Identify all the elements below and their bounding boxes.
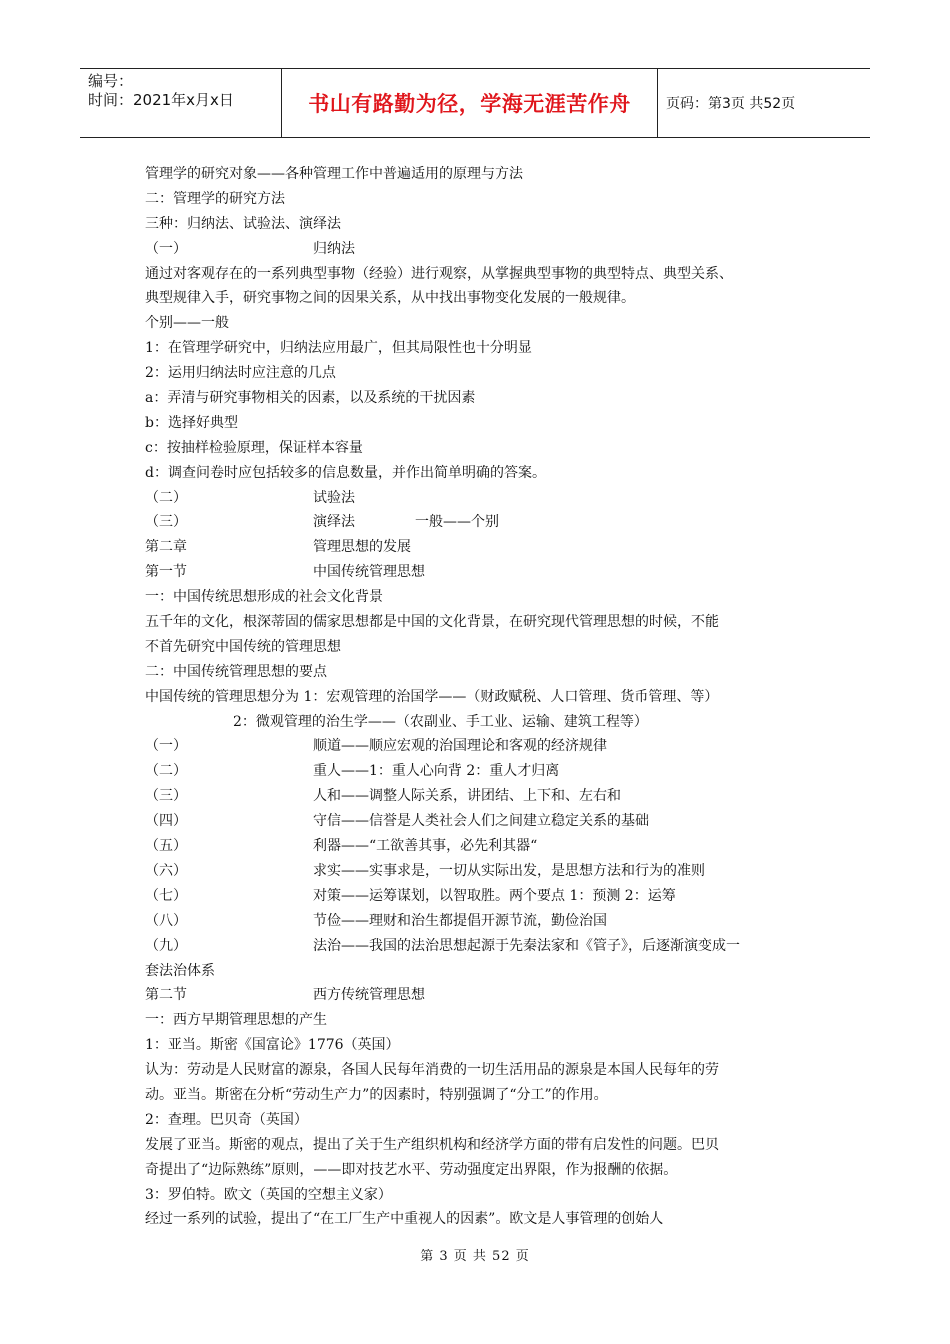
line-text: 认为：劳动是人民财富的源泉，各国人民每年消费的一切生活用品的源泉是本国人民每年的劳 (145, 1062, 719, 1079)
text-line (145, 610, 815, 635)
page-header (80, 68, 870, 138)
line-text: （七） (145, 887, 187, 904)
header-page-info: 页码：第3页 共52页 (666, 96, 796, 112)
text-line (145, 934, 815, 959)
line-heading-text: 顺道——顺应宏观的治国理论和客观的经济规律 (313, 738, 607, 755)
line-text: （一） (145, 738, 187, 755)
line-heading-text: 人和——调整人际关系，讲团结、上下和、左右和 (313, 788, 621, 805)
line-heading-text: 求实——实事求是，一切从实际出发，是思想方法和行为的准则 (313, 862, 705, 879)
line-text: 套法治体系 (145, 962, 215, 979)
text-line (145, 784, 815, 809)
text-line (145, 635, 815, 660)
line-text: （二） (145, 489, 187, 506)
line-text: 五千年的文化，根深蒂固的儒家思想都是中国的文化背景，在研究现代管理思想的时候，不能 (145, 614, 719, 631)
text-line (145, 809, 815, 834)
text-line (145, 212, 815, 237)
text-line (145, 1207, 815, 1232)
line-text: （二） (145, 763, 187, 780)
text-line (145, 710, 815, 735)
text-line (145, 311, 815, 336)
text-line (145, 1008, 815, 1033)
text-line (145, 1033, 815, 1058)
line-text: 通过对客观存在的一系列典型事物（经验）进行观察，从掌握典型事物的典型特点、典型关系、 (145, 265, 733, 282)
line-text: 发展了亚当。斯密的观点，提出了关于生产组织机构和经济学方面的带有启发性的问题。巴贝 (145, 1136, 719, 1153)
line-text: 一：中国传统思想形成的社会文化背景 (145, 589, 383, 606)
text-line (145, 909, 815, 934)
text-line (145, 1133, 815, 1158)
line-text: 2：微观管理的治生学——（农副业、手工业、运输、建筑工程等） (233, 713, 648, 730)
line-text: 奇提出了“边际熟练”原则，——即对技艺水平、劳动强度定出界限，作为报酬的依据。 (145, 1161, 678, 1178)
text-line (145, 187, 815, 212)
document-body (145, 162, 815, 1232)
line-text: 第二章 (145, 539, 187, 556)
line-text: 典型规律入手，研究事物之间的因果关系，从中找出事物变化发展的一般规律。 (145, 290, 635, 307)
text-line (145, 884, 815, 909)
line-text: （八） (145, 912, 187, 929)
text-line (145, 286, 815, 311)
text-line (145, 560, 815, 585)
line-heading-text: 利器——“工欲善其事，必先利其器“ (313, 838, 538, 855)
line-text: 3：罗伯特。欧文（英国的空想主义家） (145, 1186, 392, 1203)
text-line (145, 959, 815, 984)
line-text: a：弄清与研究事物相关的因素，以及系统的干扰因素 (145, 390, 476, 407)
text-line (145, 759, 815, 784)
text-line (145, 1158, 815, 1183)
text-line (145, 734, 815, 759)
line-text: b：选择好典型 (145, 414, 238, 431)
text-line (145, 660, 815, 685)
line-text: 中国传统的管理思想分为 1：宏观管理的治国学——（财政赋税、人口管理、货币管理、等） (145, 688, 719, 705)
text-line (145, 685, 815, 710)
header-meta (80, 69, 282, 137)
line-heading-text: 归纳法 (313, 240, 355, 257)
line-text: 2：查理。巴贝奇（英国） (145, 1111, 308, 1128)
document-date: 时间：2021年x月x日 (88, 91, 234, 109)
text-line (145, 1183, 815, 1208)
document-number-label: 编号： (88, 72, 134, 90)
text-line (145, 1058, 815, 1083)
line-text: （四） (145, 813, 187, 830)
text-line (145, 336, 815, 361)
text-line (145, 510, 815, 535)
text-line (145, 535, 815, 560)
line-heading-text: 演绎法 (313, 514, 355, 531)
header-motto: 书山有路勤为径，学海无涯苦作舟 (282, 69, 658, 137)
text-line (145, 262, 815, 287)
line-text: 1：在管理学研究中，归纳法应用最广，但其局限性也十分明显 (145, 340, 532, 357)
text-line (145, 859, 815, 884)
page-footer: 第 3 页 共 52 页 (420, 1249, 530, 1264)
line-heading-text: 中国传统管理思想 (313, 564, 425, 581)
text-line (145, 237, 815, 262)
line-text: （六） (145, 862, 187, 879)
text-line (145, 983, 815, 1008)
line-text: （三） (145, 514, 187, 531)
text-line (145, 486, 815, 511)
line-text: 2：运用归纳法时应注意的几点 (145, 365, 336, 382)
text-line (145, 585, 815, 610)
text-line (145, 1108, 815, 1133)
line-heading-text: 西方传统管理思想 (313, 987, 425, 1004)
line-heading-text: 守信——信誉是人类社会人们之间建立稳定关系的基础 (313, 813, 649, 830)
line-text: 一：西方早期管理思想的产生 (145, 1012, 327, 1029)
text-line (145, 411, 815, 436)
text-line (145, 461, 815, 486)
line-text: 二：管理学的研究方法 (145, 190, 285, 207)
line-text: 管理学的研究对象——各种管理工作中普遍适用的原理与方法 (145, 166, 523, 182)
line-text: 不首先研究中国传统的管理思想 (145, 638, 341, 655)
line-heading-text: 重人——1：重人心向背 2：重人才归离 (313, 763, 560, 780)
text-line (145, 1083, 815, 1108)
line-heading-text: 试验法 (313, 489, 355, 506)
text-line (145, 162, 815, 187)
line-text: （九） (145, 937, 187, 954)
line-text: （五） (145, 838, 187, 855)
text-line (145, 361, 815, 386)
line-text: c：按抽样检验原理，保证样本容量 (145, 439, 363, 456)
line-heading-text: 法治——我国的法治思想起源于先秦法家和《管子》，后逐渐演变成一 (313, 937, 740, 954)
line-text: 个别——一般 (145, 315, 229, 332)
text-line (145, 386, 815, 411)
line-text: （一） (145, 240, 187, 257)
line-text: 三种：归纳法、试验法、演绎法 (145, 215, 341, 232)
line-text: 第一节 (145, 564, 187, 581)
line-text: 第二节 (145, 987, 187, 1004)
line-text: 1：亚当。斯密《国富论》1776（英国） (145, 1037, 400, 1054)
line-text: d：调查问卷时应包括较多的信息数量，并作出简单明确的答案。 (145, 464, 546, 481)
line-heading-text: 管理思想的发展 (313, 539, 411, 556)
line-text: 动。亚当。斯密在分析“劳动生产力”的因素时，特别强调了“分工”的作用。 (145, 1086, 608, 1103)
line-heading-text: 节俭——理财和治生都提倡开源节流，勤俭治国 (313, 912, 607, 929)
line-text: 经过一系列的试验，提出了“在工厂生产中重视人的因素”。欧文是人事管理的创始人 (145, 1211, 664, 1228)
text-line (145, 834, 815, 859)
line-text: 二：中国传统管理思想的要点 (145, 663, 327, 680)
line-heading-text: 对策——运筹谋划，以智取胜。两个要点 1：预测 2：运筹 (313, 887, 676, 904)
text-line (145, 436, 815, 461)
line-note-text: 一般——个别 (415, 514, 499, 531)
line-text: （三） (145, 788, 187, 805)
